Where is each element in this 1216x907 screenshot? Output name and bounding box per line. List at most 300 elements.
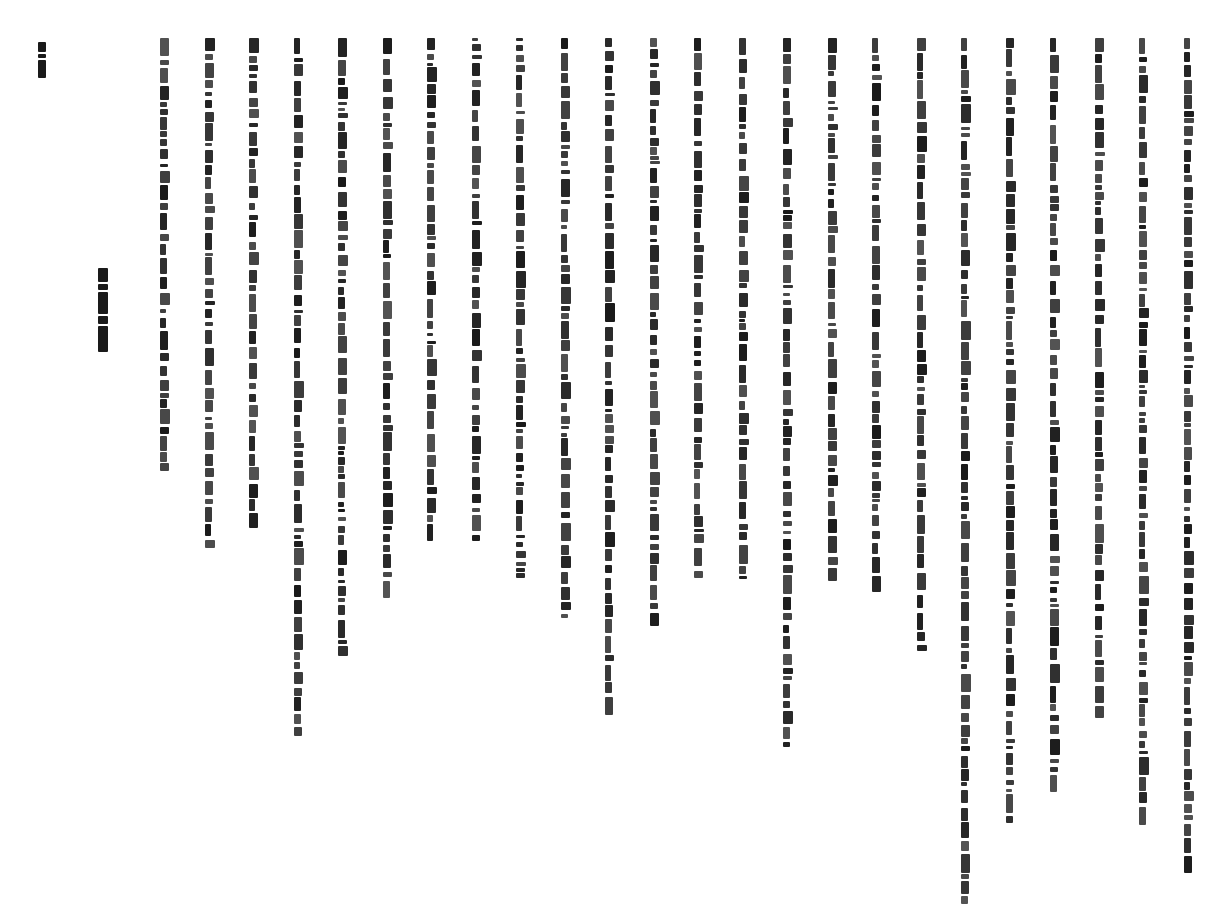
glyph: [1139, 486, 1147, 491]
glyph: [783, 597, 791, 610]
glyph: [783, 419, 789, 425]
glyph: [650, 245, 659, 262]
glyph: [338, 122, 345, 131]
glyph: [1139, 225, 1146, 229]
glyph: [427, 224, 435, 235]
glyph: [1184, 516, 1190, 522]
glyph: [561, 73, 568, 83]
glyph: [650, 156, 659, 160]
glyph: [205, 309, 212, 318]
glyph: [205, 322, 213, 326]
glyph: [872, 499, 880, 502]
glyph: [427, 411, 434, 429]
glyph: [516, 405, 523, 420]
glyph: [961, 192, 970, 198]
glyph: [694, 351, 701, 356]
glyph: [516, 487, 523, 495]
glyph: [249, 285, 256, 291]
glyph: [605, 605, 613, 617]
glyph: [516, 465, 524, 471]
glyph: [383, 493, 393, 507]
glyph: [1095, 660, 1104, 665]
glyph: [739, 413, 749, 424]
glyph: [205, 417, 212, 420]
glyph: [294, 328, 301, 343]
glyph: [872, 75, 882, 80]
glyph: [1184, 260, 1193, 267]
glyph: [1050, 604, 1059, 607]
glyph: [205, 80, 213, 88]
glyph: [338, 646, 348, 656]
glyph: [561, 53, 568, 71]
glyph: [917, 202, 925, 220]
glyph: [1139, 777, 1146, 791]
glyph: [605, 593, 612, 604]
glyph: [739, 439, 749, 445]
column-glyphs: [783, 38, 797, 752]
glyph: [383, 189, 392, 199]
glyph: [1095, 105, 1103, 114]
glyph: [472, 201, 479, 219]
glyph: [650, 507, 657, 511]
glyph: [783, 466, 790, 476]
glyph: [1006, 532, 1014, 550]
glyph: [1139, 609, 1147, 626]
glyph: [1139, 639, 1145, 648]
glyph: [383, 229, 392, 239]
glyph: [1050, 534, 1059, 551]
glyph: [338, 78, 345, 85]
glyph: [783, 354, 790, 367]
glyph: [516, 474, 522, 478]
glyph: [338, 517, 346, 521]
glyph: [472, 462, 479, 473]
glyph: [472, 405, 479, 410]
glyph: [427, 84, 436, 94]
glyph: [427, 63, 433, 66]
glyph: [294, 400, 302, 412]
glyph: [1095, 604, 1104, 611]
glyph: [650, 359, 659, 368]
glyph: [427, 434, 435, 452]
glyph: [1006, 316, 1013, 319]
glyph: [1006, 423, 1014, 437]
glyph: [516, 195, 524, 210]
glyph: [249, 314, 257, 329]
glyph: [872, 55, 879, 61]
glyph: [516, 568, 525, 572]
glyph: [294, 672, 303, 684]
glyph: [472, 110, 478, 122]
glyph: [872, 371, 881, 387]
glyph: [516, 380, 525, 393]
glyph: [1095, 506, 1102, 520]
glyph: [917, 53, 923, 71]
glyph: [1006, 403, 1015, 421]
glyph: [917, 613, 923, 630]
glyph: [1184, 175, 1192, 182]
glyph: [1184, 315, 1190, 322]
glyph: [516, 230, 524, 242]
glyph: [249, 467, 259, 480]
glyph: [160, 258, 167, 274]
glyph: [1095, 201, 1101, 205]
glyph: [294, 115, 303, 128]
glyph: [516, 145, 523, 163]
glyph: [917, 387, 925, 391]
glyph: [1050, 420, 1059, 425]
glyph: [783, 38, 791, 52]
glyph: [650, 63, 659, 67]
glyph: [694, 371, 702, 380]
glyph: [1095, 118, 1104, 130]
glyph: [605, 636, 611, 653]
glyph: [338, 60, 346, 76]
footer-title-glyphs: [98, 268, 108, 356]
glyph: [561, 426, 569, 429]
glyph: [1184, 749, 1190, 766]
glyph: [160, 86, 169, 100]
glyph: [1095, 406, 1104, 417]
glyph: [249, 363, 257, 379]
glyph: [249, 203, 255, 210]
glyph: [472, 146, 481, 163]
glyph: [917, 101, 926, 119]
glyph: [294, 169, 300, 181]
glyph: [160, 393, 169, 398]
glyph: [1139, 385, 1145, 388]
glyph: [383, 220, 393, 225]
glyph: [961, 321, 971, 340]
glyph: [1139, 741, 1145, 748]
glyph: [472, 426, 479, 432]
glyph: [561, 306, 570, 311]
glyph: [1050, 383, 1056, 396]
glyph: [1095, 281, 1102, 295]
glyph: [1095, 555, 1102, 565]
glyph: [1139, 396, 1145, 407]
glyph: [1184, 782, 1190, 790]
glyph: [249, 347, 257, 359]
glyph: [1184, 356, 1194, 361]
glyph: [783, 727, 790, 739]
glyph: [828, 235, 835, 253]
glyph: [160, 102, 167, 107]
glyph: [961, 713, 969, 722]
glyph: [783, 149, 792, 165]
glyph: [1006, 159, 1013, 177]
glyph: [249, 38, 259, 53]
glyph: [828, 124, 838, 130]
glyph: [1006, 118, 1014, 136]
glyph: [561, 512, 570, 518]
glyph: [650, 100, 659, 106]
glyph: [694, 283, 701, 297]
glyph: [383, 510, 393, 524]
glyph: [1050, 204, 1059, 211]
glyph: [561, 145, 570, 149]
glyph: [694, 336, 701, 348]
glyph: [872, 135, 881, 143]
glyph: [472, 38, 478, 41]
glyph: [427, 281, 436, 295]
glyph: [1095, 667, 1104, 682]
glyph: [694, 38, 701, 51]
glyph: [1184, 429, 1191, 445]
glyph: [650, 500, 657, 504]
glyph: [694, 462, 703, 468]
glyph: [1006, 739, 1015, 743]
glyph: [828, 107, 838, 110]
glyph: [1139, 470, 1147, 483]
glyph: [961, 361, 971, 375]
glyph: [1006, 520, 1014, 531]
glyph: [249, 513, 258, 528]
glyph: [1050, 339, 1060, 350]
glyph: [1006, 49, 1012, 67]
glyph: [605, 38, 612, 47]
glyph: [1184, 150, 1191, 162]
glyph: [205, 524, 211, 536]
column-glyphs: [516, 38, 530, 580]
column-glyphs: [294, 38, 308, 737]
glyph: [605, 76, 612, 90]
glyph: [917, 72, 923, 79]
glyph: [1184, 461, 1190, 472]
glyph: [1139, 549, 1145, 559]
glyph: [1139, 682, 1148, 695]
glyph: [1095, 397, 1104, 402]
glyph: [1095, 616, 1102, 630]
glyph: [650, 293, 659, 310]
glyph: [828, 183, 836, 186]
glyph: [427, 253, 435, 267]
glyph: [694, 360, 701, 366]
glyph: [1095, 494, 1102, 501]
glyph: [872, 294, 881, 305]
glyph: [1184, 731, 1191, 747]
glyph: [1139, 521, 1145, 530]
glyph: [872, 219, 881, 223]
glyph: [1139, 288, 1147, 291]
glyph: [872, 64, 880, 71]
glyph: [516, 65, 525, 72]
glyph: [917, 240, 924, 255]
glyph: [1184, 824, 1191, 836]
glyph: [828, 475, 838, 486]
glyph: [1050, 250, 1057, 261]
glyph: [961, 822, 969, 838]
glyph: [294, 662, 300, 669]
glyph: [1184, 187, 1193, 200]
glyph: [783, 215, 792, 221]
glyph: [38, 60, 46, 78]
glyph: [650, 603, 658, 609]
glyph: [561, 587, 570, 600]
glyph: [694, 571, 703, 578]
glyph: [427, 333, 433, 336]
glyph: [561, 321, 569, 339]
glyph: [650, 265, 658, 274]
glyph: [917, 154, 925, 163]
glyph: [961, 141, 967, 160]
glyph: [1184, 411, 1191, 422]
glyph: [828, 557, 838, 565]
glyph: [561, 86, 570, 98]
glyph: [427, 299, 433, 318]
glyph: [961, 406, 967, 414]
glyph: [294, 431, 301, 442]
glyph: [961, 664, 967, 669]
glyph: [650, 535, 659, 540]
glyph: [294, 443, 304, 448]
glyph: [160, 380, 169, 391]
glyph: [338, 243, 345, 251]
glyph: [694, 548, 702, 566]
glyph: [1139, 412, 1146, 416]
glyph: [472, 126, 479, 141]
glyph: [1095, 372, 1104, 388]
glyph: [694, 185, 703, 193]
glyph: [739, 481, 747, 499]
glyph: [1139, 576, 1149, 594]
glyph: [1050, 587, 1057, 593]
glyph: [1050, 185, 1058, 193]
glyph: [961, 881, 969, 894]
glyph: [561, 523, 571, 541]
glyph: [872, 332, 879, 350]
glyph: [694, 104, 702, 115]
glyph: [427, 515, 433, 522]
glyph: [739, 159, 746, 171]
glyph: [383, 128, 390, 140]
glyph: [605, 578, 611, 590]
glyph: [605, 165, 614, 173]
glyph: [605, 565, 612, 573]
glyph: [1050, 704, 1056, 711]
glyph: [739, 38, 746, 55]
glyph: [872, 557, 880, 573]
column-glyphs: [828, 38, 842, 584]
glyph: [1184, 271, 1193, 289]
glyph: [872, 360, 879, 368]
glyph: [917, 416, 924, 434]
glyph: [294, 415, 300, 427]
glyph: [1184, 111, 1194, 117]
glyph: [961, 220, 967, 231]
glyph: [294, 162, 301, 167]
glyph: [605, 203, 612, 221]
glyph: [1184, 65, 1191, 77]
glyph: [205, 63, 214, 78]
glyph: [1006, 491, 1014, 505]
glyph: [1139, 308, 1149, 318]
glyph: [427, 487, 437, 494]
glyph: [561, 416, 570, 424]
glyph: [383, 554, 391, 568]
glyph: [383, 415, 391, 423]
glyph: [1050, 76, 1058, 89]
glyph: [338, 568, 344, 576]
glyph: [1050, 223, 1056, 236]
glyph: [1184, 306, 1193, 312]
glyph: [427, 147, 435, 160]
glyph: [961, 769, 969, 781]
glyph: [472, 515, 481, 531]
glyph: [1095, 264, 1102, 277]
glyph: [694, 483, 700, 499]
glyph: [338, 586, 346, 596]
glyph: [1050, 238, 1058, 245]
glyph: [917, 182, 923, 199]
glyph: [294, 315, 301, 326]
glyph: [650, 38, 657, 47]
glyph: [205, 301, 215, 305]
glyph: [739, 401, 745, 410]
glyph: [383, 425, 393, 431]
glyph: [961, 738, 968, 744]
glyph: [427, 455, 436, 467]
glyph: [516, 436, 523, 449]
glyph: [472, 477, 480, 490]
glyph: [828, 536, 837, 553]
glyph: [739, 293, 748, 307]
glyph: [383, 339, 390, 357]
glyph: [828, 133, 835, 137]
glyph: [872, 543, 878, 554]
glyph: [1095, 192, 1104, 200]
glyph: [1139, 704, 1145, 717]
glyph: [961, 70, 969, 88]
glyph: [427, 380, 435, 390]
glyph: [917, 394, 924, 405]
glyph: [1050, 91, 1058, 102]
glyph: [516, 302, 524, 307]
glyph: [917, 267, 926, 281]
glyph: [1006, 265, 1016, 276]
glyph: [1050, 401, 1056, 417]
glyph: [917, 259, 926, 265]
glyph: [872, 576, 881, 592]
glyph: [650, 553, 659, 564]
glyph: [917, 364, 927, 375]
glyph: [917, 285, 923, 291]
glyph: [1095, 54, 1102, 63]
column-glyphs: [427, 38, 441, 543]
glyph: [783, 234, 792, 248]
glyph: [828, 519, 837, 533]
glyph: [249, 186, 258, 198]
glyph: [739, 251, 748, 265]
glyph: [249, 270, 257, 283]
glyph: [872, 144, 881, 157]
glyph: [1184, 838, 1191, 853]
glyph: [205, 143, 212, 146]
glyph: [1184, 524, 1192, 534]
glyph: [383, 175, 391, 187]
glyph: [650, 391, 658, 408]
glyph: [917, 595, 923, 608]
glyph: [1139, 718, 1145, 726]
glyph: [1095, 328, 1101, 347]
glyph: [783, 481, 791, 489]
glyph: [249, 98, 258, 107]
glyph: [650, 613, 659, 626]
glyph: [1050, 368, 1058, 379]
glyph: [1050, 317, 1056, 328]
glyph: [1184, 815, 1193, 820]
glyph: [383, 572, 392, 577]
